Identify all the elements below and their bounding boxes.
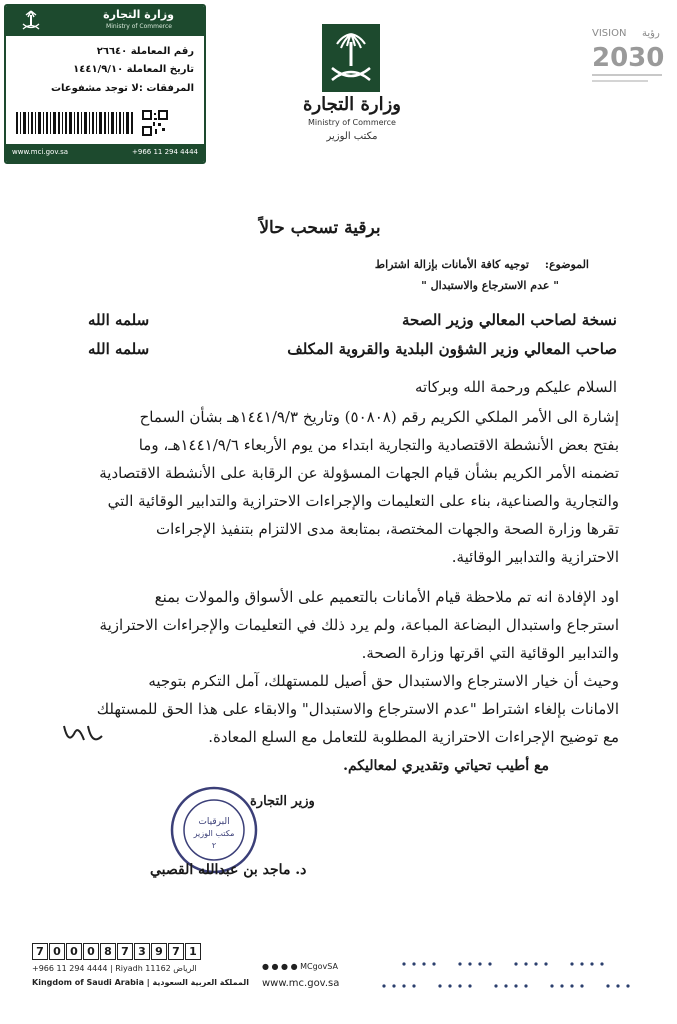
footer-digit: 0 bbox=[83, 943, 99, 960]
handwritten-mark bbox=[58, 716, 108, 752]
subject-quote: " عدم الاسترجاع والاستبدال " bbox=[421, 279, 559, 292]
paragraph1-line: تضمنه الأمر الكريم بشأن قيام الجهات المسؤولة عن الرقابة على الأنشطة الاقتصادية bbox=[99, 464, 619, 482]
reference-phone: +966 11 294 4444 bbox=[132, 148, 198, 156]
signer-name: د. ماجد بن عبدالله القصبي bbox=[150, 862, 307, 878]
subject-text: توجيه كافة الأمانات بإزالة اشتراط bbox=[374, 258, 529, 271]
footer-phone-line: +966 11 294 4444 | Riyadh 11162 الرياض bbox=[32, 964, 197, 973]
recipient1-salutation: سلمه الله bbox=[88, 311, 150, 329]
social-handle-text: MCgovSA bbox=[300, 962, 338, 971]
signer-title: وزير التجارة bbox=[250, 794, 315, 809]
paragraph3-line: مع توضيح الإجراءات الاحترازية المطلوبة للتعامل مع السلع المعادة. bbox=[208, 728, 619, 746]
paragraph1-line: تقرها وزارة الصحة والجهات المختصة، بمتابعة مدى الالتزام بتنفيذ الإجراءات bbox=[155, 520, 619, 538]
stamp-line1: البرقيات bbox=[198, 817, 230, 827]
reference-ministry-ar: وزارة التجارة bbox=[103, 8, 174, 21]
footer-digit: 7 bbox=[168, 943, 184, 960]
subject-label: الموضوع: bbox=[544, 258, 589, 271]
recipient-health-minister: نسخة لصاحب المعالي وزير الصحة bbox=[401, 311, 617, 329]
reference-header-band bbox=[6, 6, 204, 36]
footer-digit: 7 bbox=[117, 943, 133, 960]
footer-digit: 3 bbox=[134, 943, 150, 960]
ministry-logo-icon bbox=[322, 24, 380, 92]
attachments-line: المرفقات :لا توجد مشفوعات bbox=[50, 83, 194, 94]
social-icons: ● ● ● ● bbox=[262, 962, 301, 971]
paragraph2-line: استرجاع واستبدال البضاعة المباعة، ولم يرد ذلك في التعليمات والإجراءات الاحترازية bbox=[99, 616, 619, 634]
ministry-name-ar: وزارة التجارة bbox=[303, 94, 401, 115]
footer-social-handle bbox=[262, 962, 338, 971]
recipient2-salutation: سلمه الله bbox=[88, 340, 150, 358]
qr-code-icon bbox=[142, 110, 168, 136]
footer-digit: 0 bbox=[49, 943, 65, 960]
paragraph1-line: إشارة الى الأمر الملكي الكريم رقم (٥٠٨٠٨) وتاريخ ١٤٤١/٩/٣هـ بشأن السماح bbox=[139, 408, 619, 426]
stamp-line3: ٢ bbox=[211, 841, 217, 850]
paragraph1-line: الاحترازية والتدابير الوقائية. bbox=[451, 548, 619, 566]
paragraph3-line: وحيث أن خيار الاسترجاع والاستبدال حق أصيل للمستهلك، آمل التكرم بتوجيه bbox=[148, 672, 619, 690]
closing-line: مع أطيب تحياتي وتقديري لمعاليكم. bbox=[343, 758, 549, 774]
vision-2030-logo bbox=[588, 22, 672, 88]
footer-digit: 7 bbox=[32, 943, 48, 960]
reference-footer-band bbox=[6, 144, 204, 162]
vision-year: 2030 bbox=[592, 43, 665, 73]
footer-digit: 0 bbox=[66, 943, 82, 960]
reference-website: www.mci.gov.sa bbox=[12, 148, 69, 156]
saudi-emblem-icon bbox=[20, 9, 42, 33]
footer-reference-digits bbox=[32, 940, 202, 960]
footer-digit: 8 bbox=[100, 943, 116, 960]
vision-ar: رؤية bbox=[642, 28, 660, 39]
paragraph1-line: بفتح بعض الأنشطة الاقتصادية والتجارية ابتداء من يوم الأربعاء ١٤٤١/٩/٦هـ، وما bbox=[138, 436, 619, 454]
paragraph2-line: اود الإفادة انه تم ملاحظة قيام الأمانات بالتعميم على الأسواق والمولات بمنع bbox=[154, 588, 619, 606]
transaction-reference-box bbox=[4, 4, 206, 164]
footer-dots-decoration bbox=[380, 982, 640, 990]
reference-ministry-en: Ministry of Commerce bbox=[106, 23, 172, 30]
transaction-number: رقم المعاملة ٢٦٦٤٠ bbox=[96, 46, 194, 57]
vision-label: VISION bbox=[592, 28, 627, 39]
minister-office-label: مكتب الوزير bbox=[326, 131, 378, 142]
footer-digit: 1 bbox=[185, 943, 201, 960]
ministry-name-en: Ministry of Commerce bbox=[308, 118, 396, 127]
footer-digit: 9 bbox=[151, 943, 167, 960]
letter-title: برقية تسحب حالاً bbox=[259, 218, 381, 238]
recipient-municipal-minister: صاحب المعالي وزير الشؤون البلدية والقروية المكلف bbox=[287, 340, 617, 358]
barcode-icon bbox=[16, 112, 136, 134]
footer-dots-decoration bbox=[400, 960, 640, 968]
transaction-date: تاريخ المعاملة ١٤٤١/٩/١٠ bbox=[73, 64, 194, 75]
paragraph2-line: والتدابير الوقائية التي اقرتها وزارة الصحة. bbox=[361, 644, 619, 662]
greeting-line: السلام عليكم ورحمة الله وبركاته bbox=[415, 378, 617, 396]
stamp-line2: مكتب الوزير bbox=[193, 829, 235, 838]
paragraph3-line: الامانات بإلغاء اشتراط "عدم الاسترجاع والاستبدال" والابقاء على هذا الحق للمستهلك bbox=[96, 700, 619, 718]
footer-country-line: Kingdom of Saudi Arabia | المملكة العربية السعودية bbox=[32, 978, 250, 987]
footer-website: www.mc.gov.sa bbox=[262, 978, 340, 989]
paragraph1-line: والتجارية والصناعية، بناء على التعليمات والإجراءات الاحترازية والتدابير الوقائية التي bbox=[107, 492, 619, 510]
